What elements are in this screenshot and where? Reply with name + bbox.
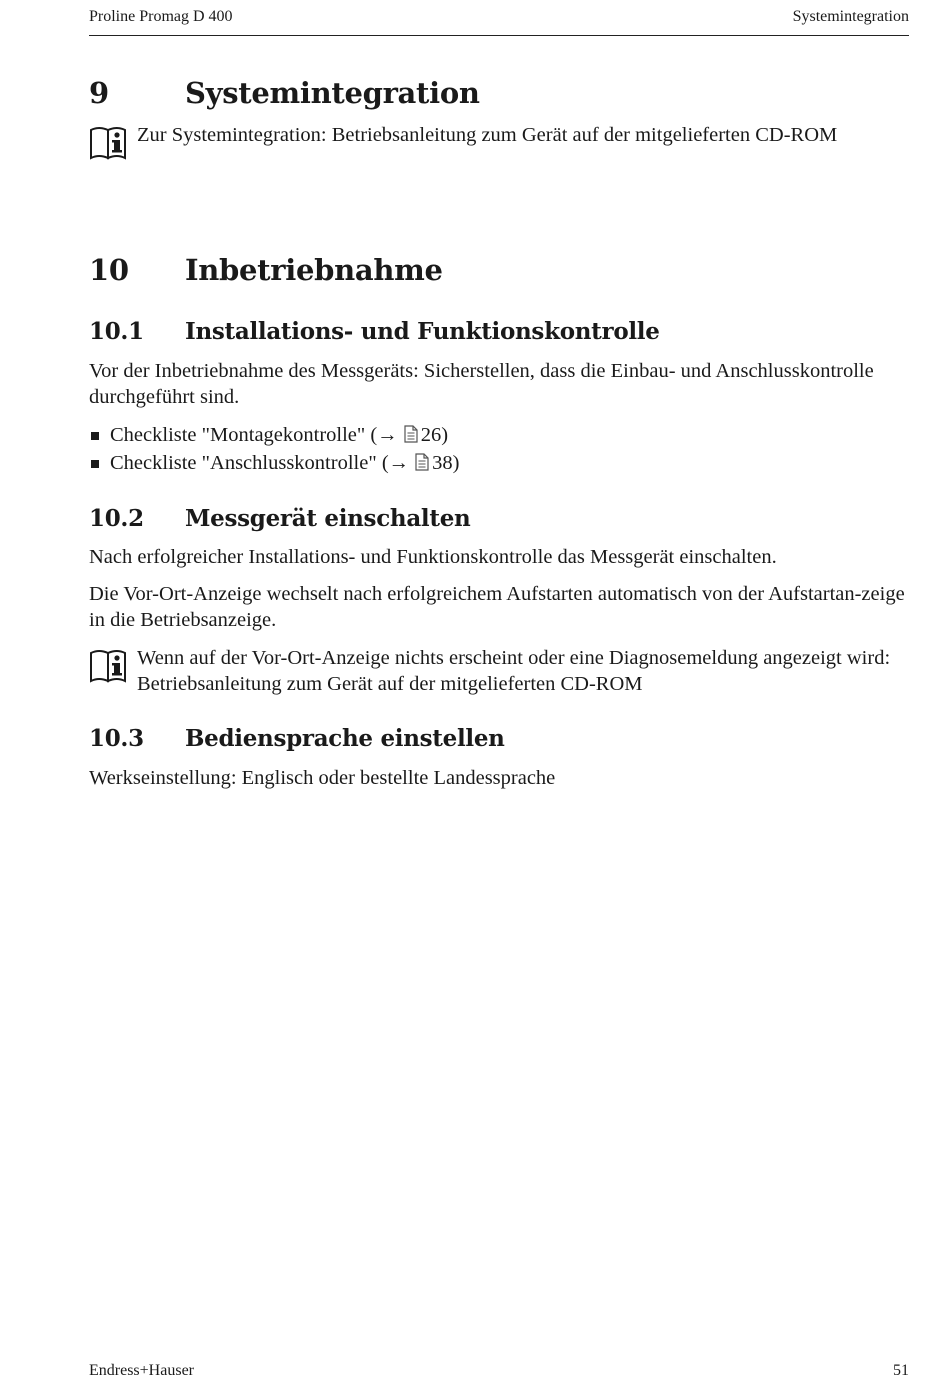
section-10-3-title: Bediensprache einstellen <box>185 725 505 752</box>
section-10-2-title: Messgerät einschalten <box>185 505 471 532</box>
section-10-2-paragraph-2: Die Vor-Ort-Anzeige wechselt nach erfolgreichem Aufstarten automatisch von der Aufstartan-zeige in die Betriebsanzeige. <box>89 583 905 631</box>
page-reference-icon <box>415 453 429 471</box>
page-header <box>89 8 909 36</box>
checklist-item-label: Checkliste "Montagekontrolle" (→ <box>110 424 398 446</box>
list-item <box>89 449 789 477</box>
footer-company: Endress+Hauser <box>89 1362 194 1379</box>
section-9-number: 9 <box>89 76 109 110</box>
checklist-item-page[interactable]: 38) <box>432 452 460 474</box>
section-10-1-title: Installations- und Funktionskontrolle <box>185 318 660 345</box>
section-10-1-paragraph: Vor der Inbetriebnahme des Messgeräts: Sicherstellen, dass die Einbau- und Anschlusskontrolle durchgeführt sind. <box>89 360 874 408</box>
bullet-square-icon <box>91 432 99 440</box>
list-item <box>89 421 789 449</box>
section-10-3-number: 10.3 <box>89 725 144 752</box>
page-footer <box>89 1362 909 1382</box>
section-10-number: 10 <box>89 253 129 287</box>
bullet-square-icon <box>91 460 99 468</box>
section-10-2-number: 10.2 <box>89 505 144 532</box>
page-number: 51 <box>893 1362 909 1379</box>
checklist-list <box>89 421 789 477</box>
section-9-note-text: Zur Systemintegration: Betriebsanleitung zum Gerät auf der mitgelieferten CD-ROM <box>137 124 838 146</box>
checklist-item-page[interactable]: 26) <box>420 424 449 446</box>
section-10-1-number: 10.1 <box>89 318 144 345</box>
section-10-3-paragraph: Werkseinstellung: Englisch oder bestellte Landessprache <box>89 767 556 789</box>
section-10-title: Inbetriebnahme <box>185 253 443 287</box>
header-chapter-title: Systemintegration <box>792 8 909 25</box>
header-product-name: Proline Promag D 400 <box>89 8 233 25</box>
section-9-title: Systemintegration <box>185 76 480 110</box>
section-10-2-paragraph-1: Nach erfolgreicher Installations- und Funktionskontrolle das Messgerät einschalten. <box>89 546 777 568</box>
checklist-item-label: Checkliste "Anschlusskontrolle" (→ <box>110 452 410 474</box>
page-reference-icon <box>404 425 418 443</box>
section-10-2-note-text: Wenn auf der Vor-Ort-Anzeige nichts erscheint oder eine Diagnosemeldung angezeigt wird: Betriebsanleitung zum Gerät auf der mitgelieferten CD-ROM <box>137 647 891 695</box>
book-info-icon <box>89 122 127 160</box>
book-info-icon <box>89 645 127 683</box>
